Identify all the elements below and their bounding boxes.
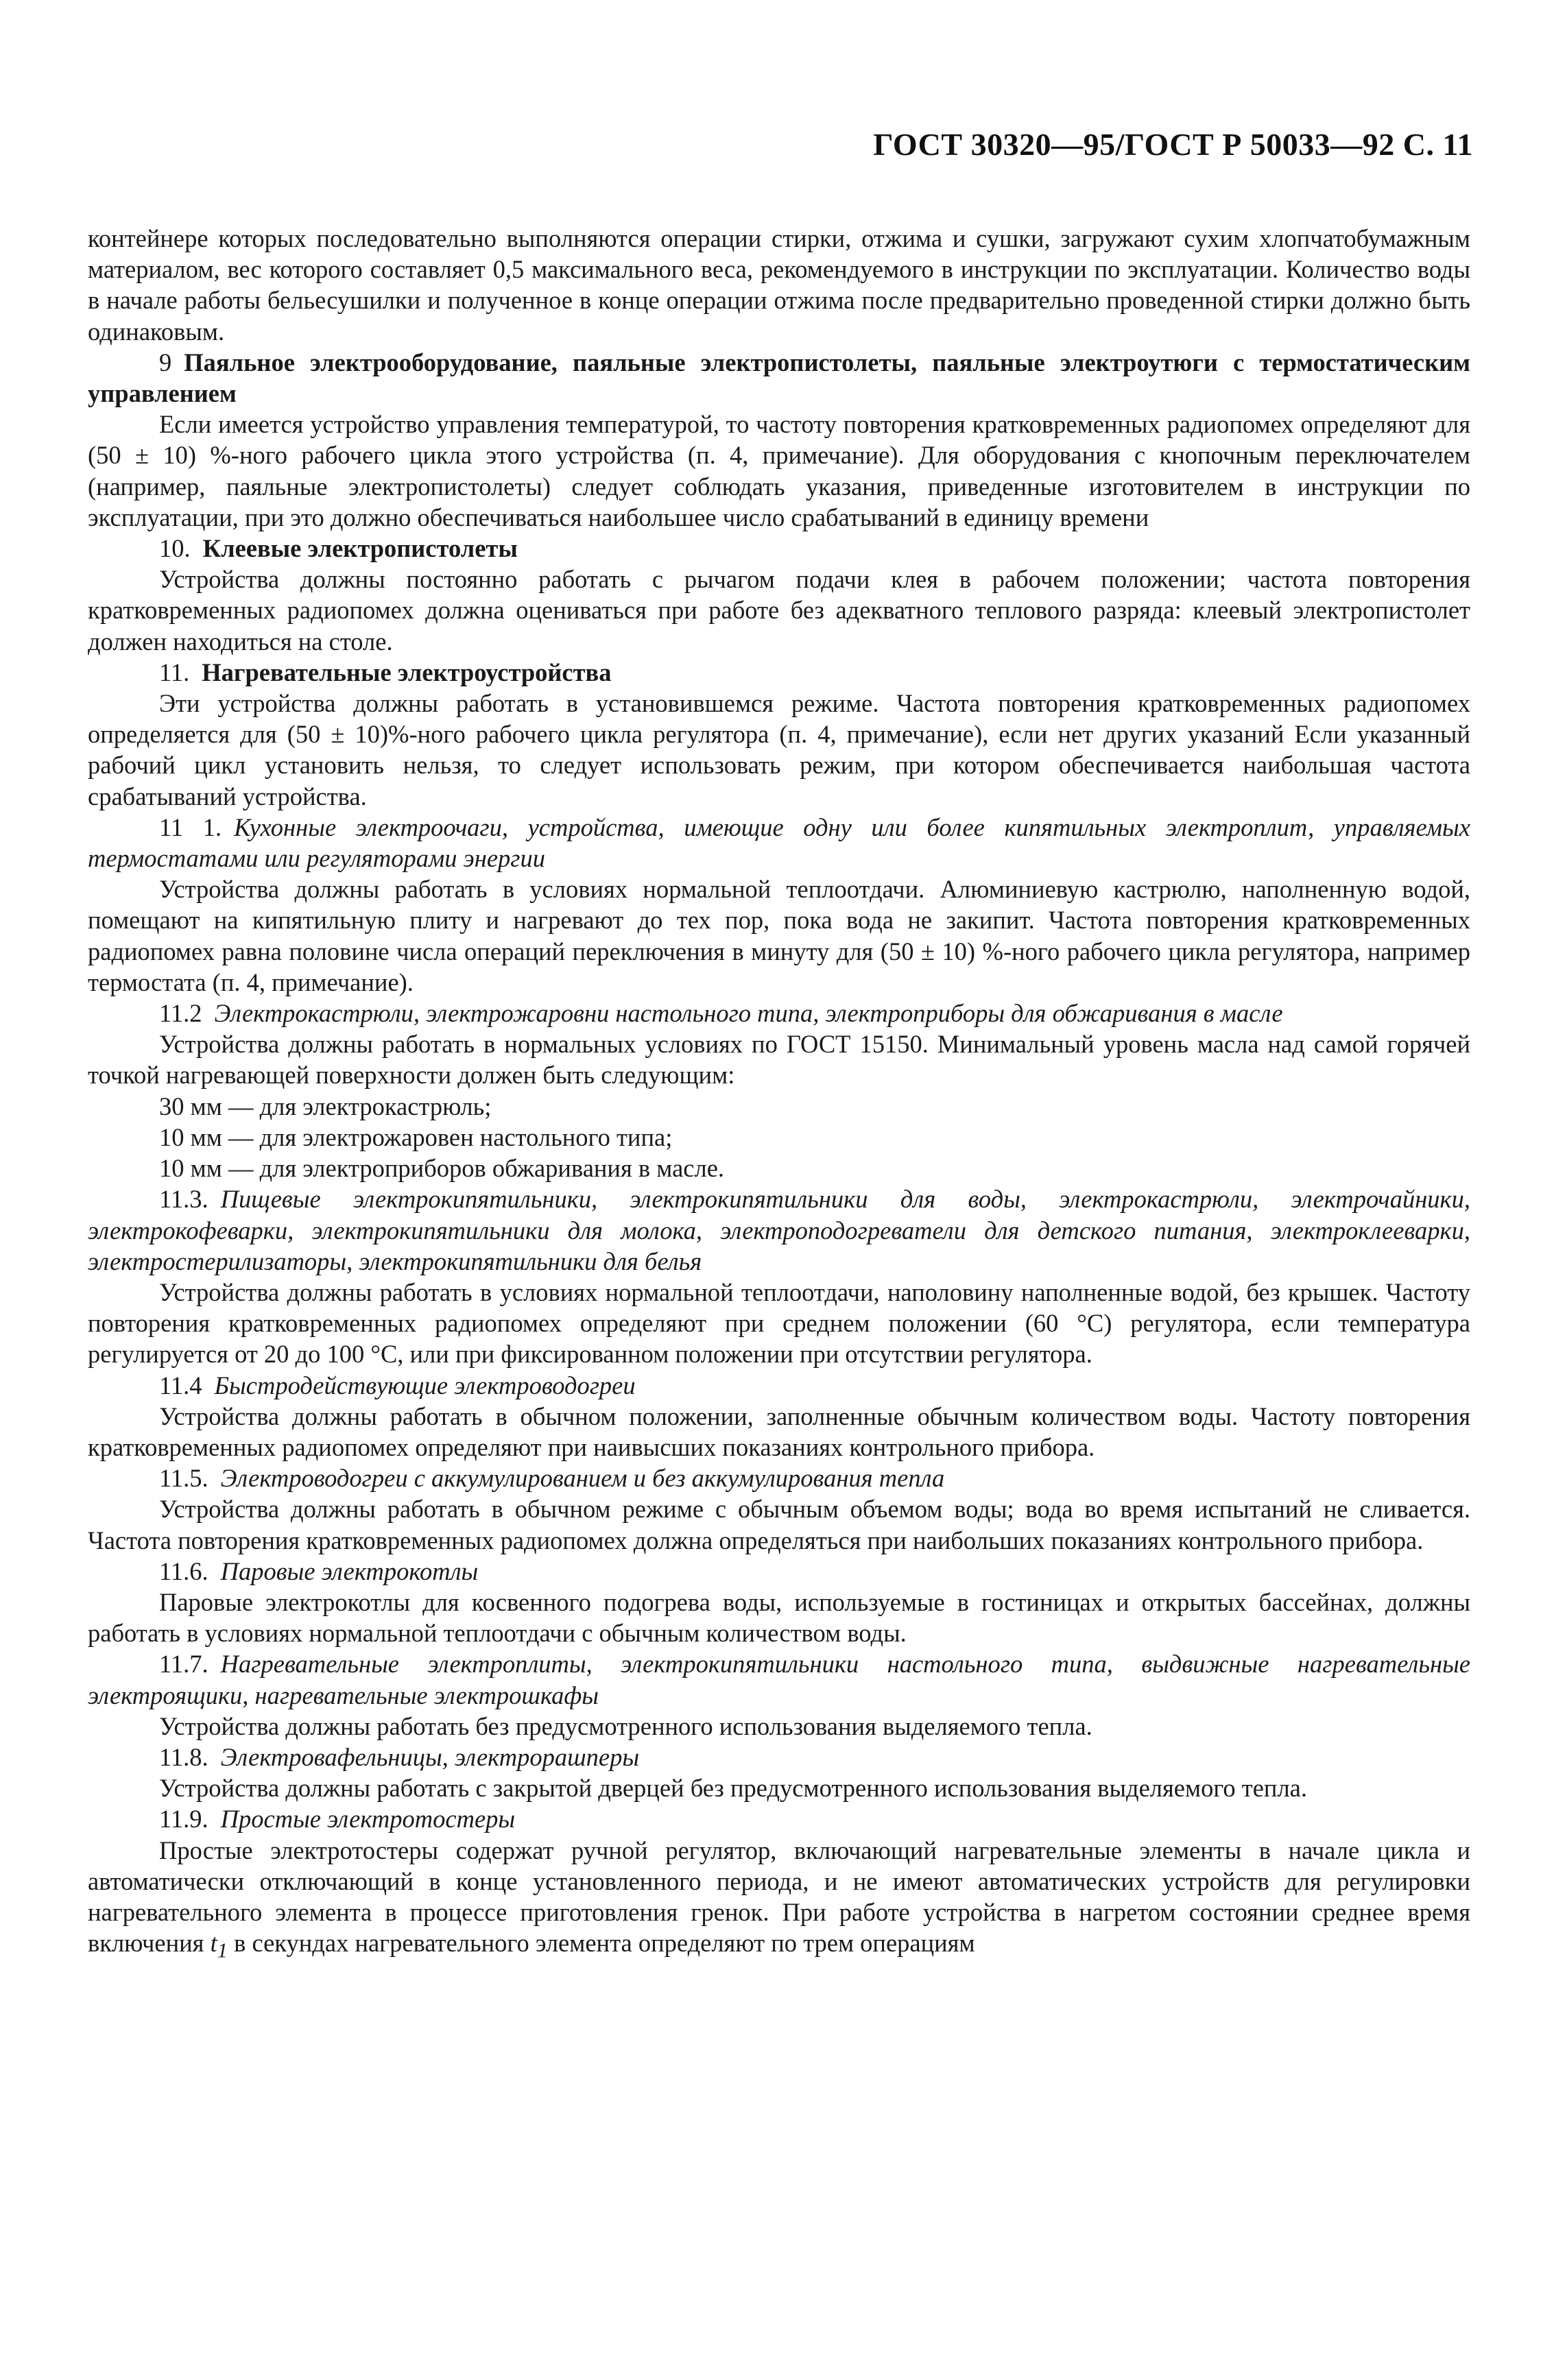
- section-title: Электрокастрюли, электрожаровни настольного типа, электроприборы для обжаривания в масле: [214, 999, 1283, 1028]
- section-number: 11.8.: [159, 1742, 208, 1771]
- section-11-1-text: Устройства должны работать в условиях нормальной теплоотдачи. Алюминиевую кастрюлю, наполненную водой, помещают на кипятильную плиту и нагревают до тех пор, пока вода не закипит. Частота повторения кратковременных радиопомех равна половине числа операций переключения в минуту для (50 ± 10) %-ного рабочего цикла регулятора, например термостата (п. 4, примечание).: [88, 875, 1470, 996]
- section-9-heading: [88, 347, 1470, 409]
- section-number: 11.3.: [159, 1185, 208, 1214]
- section-title: Нагревательные электроустройства: [202, 658, 612, 686]
- section-title: Нагревательные электроплиты, электрокипятильники настольного типа, выдвижные нагревательные электроящики, нагревательные электрошкафы: [88, 1650, 1470, 1709]
- section-11-7-heading: [88, 1648, 1470, 1710]
- intro-paragraph: контейнере которых последовательно выполняются операции стирки, отжима и сушки, загружают сухим хлопчатобумажным материалом, вес которого составляет 0,5 максимального веса, рекомендуемого в инструкции по эксплуатации. Количество воды в начале работы бельесушилки и полученное в конце операции отжима после предварительно проведенной стирки должно быть одинаковым.: [88, 224, 1470, 346]
- section-number: 11 1.: [159, 813, 222, 841]
- section-title: Клеевые электропистолеты: [202, 534, 518, 563]
- section-11-2-text: Устройства должны работать в нормальных условиях по ГОСТ 15150. Минимальный уровень масла над самой горячей точкой нагревающей поверхности должен быть следующим:: [88, 1030, 1470, 1090]
- section-11-8-heading: [88, 1742, 1470, 1772]
- section-11-6-heading: [88, 1556, 1470, 1587]
- section-title: Электроводогреи с аккумулированием и без аккумулирования тепла: [220, 1464, 945, 1493]
- section-number: 11.9.: [159, 1805, 208, 1834]
- section-11-5-heading: [88, 1463, 1470, 1493]
- section-11-1-heading: [88, 812, 1470, 874]
- section-11-4-text: Устройства должны работать в обычном положении, заполненные обычным количеством воды. Частоту повторения кратковременных радиопомех определяют при наивысших показаниях контрольного прибора.: [88, 1402, 1470, 1461]
- section-number: 11.7.: [159, 1650, 208, 1679]
- section-number: 10.: [159, 534, 191, 563]
- section-11-text: Эти устройства должны работать в установившемся режиме. Частота повторения кратковременных радиопомех определяется для (50 ± 10)%-ного рабочего цикла регулятора (п. 4, примечание), если нет других указаний Если указанный рабочий цикл установить нельзя, то следует использовать режим, при котором обеспечивается наибольшая частота срабатываний устройства.: [88, 689, 1470, 810]
- section-11-8-text: Устройства должны работать с закрытой дверцей без предусмотренного использования выделяемого тепла.: [159, 1774, 1307, 1803]
- list-item: 30 мм — для электрокастрюль;: [159, 1092, 492, 1120]
- section-11-7-text: Устройства должны работать без предусмотренного использования выделяемого тепла.: [159, 1711, 1092, 1740]
- variable-letter: t: [210, 1929, 217, 1958]
- section-11-heading: [88, 657, 1470, 688]
- time-variable: [210, 1929, 228, 1962]
- section-title: Кухонные электроочаги, устройства, имеющие одну или более кипятильных электроплит, управляемых термостатами или регуляторами энергии: [88, 813, 1470, 873]
- variable-subscript: 1: [217, 1938, 228, 1962]
- text-fragment: в секундах нагревательного элемента определяют по трем операциям: [234, 1929, 975, 1958]
- list-item: 10 мм — для электрожаровен настольного типа;: [159, 1122, 673, 1151]
- section-11-3-heading: [88, 1183, 1470, 1277]
- section-11-9-heading: [88, 1803, 1470, 1834]
- section-title: Паяльное электрооборудование, паяльные электропистолеты, паяльные электроутюги с термостатическим управлением: [88, 348, 1470, 408]
- section-title: Простые электротостеры: [220, 1805, 516, 1834]
- section-11-2-heading: [88, 998, 1470, 1029]
- section-10-text: Устройства должны постоянно работать с рычагом подачи клея в рабочем положении; частота повторения кратковременных радиопомех должна оцениваться при работе без адекватного теплового разряда: клеевый электропистолет должен находиться на столе.: [88, 565, 1470, 656]
- section-11-6-text: Паровые электрокотлы для косвенного подогрева воды, используемые в гостиницах и открытых бассейнах, должны работать в условиях нормальной теплоотдачи с обычным количеством воды.: [88, 1587, 1470, 1648]
- section-number: 11.: [159, 658, 190, 686]
- section-11-9-text: [88, 1835, 1470, 1967]
- section-9-text: Если имеется устройство управления температурой, то частоту повторения кратковременных радиопомех определяют для (50 ± 10) %-ного рабочего цикла этого устройства (п. 4, примечание). Для оборудования с кнопочным переключателем (например, паяльные электропистолеты) следует соблюдать указания, приведенные изготовителем в инструкции по эксплуатации, при это должно обеспечиваться наибольшее число срабатываний в единицу времени: [88, 410, 1470, 531]
- section-number: 11.5.: [159, 1464, 208, 1493]
- section-11-3-text: Устройства должны работать в условиях нормальной теплоотдачи, наполовину наполненные водой, без крышек. Частоту повторения кратковременных радиопомех определяют при среднем положении (60 °С) регулятора, если температура регулируется от 20 до 100 °С, или при фиксированном положении при отсутствии регулятора.: [88, 1277, 1470, 1369]
- section-title: Быстродействующие электроводогреи: [214, 1371, 636, 1399]
- section-11-4-heading: [88, 1370, 1470, 1401]
- section-number: 11.2: [159, 999, 202, 1028]
- section-number: 11.4: [159, 1371, 202, 1399]
- section-number: 9: [159, 348, 172, 376]
- section-title: Электровафельницы, электрорашперы: [220, 1742, 640, 1771]
- list-item: 10 мм — для электроприборов обжаривания в масле.: [159, 1154, 725, 1183]
- section-title: Паровые электрокотлы: [220, 1556, 479, 1585]
- section-title: Пищевые электрокипятильники, электрокипятильники для воды, электрокастрюли, электрочайники, электрокофеварки, электрокипятильники для молока, электроподогреватели для детского питания, электроклееварки, электростерилизаторы, электрокипятильники для белья: [88, 1185, 1470, 1275]
- section-11-5-text: Устройства должны работать в обычном режиме с обычным объемом воды; вода во время испытаний не сливается. Частота повторения кратковременных радиопомех должна определяться при наибольших показаниях контрольного прибора.: [88, 1495, 1470, 1554]
- text-fragment: Простые электротостеры содержат ручной регулятор, включающий нагревательные элементы в начале цикла и автоматически отключающий в конце установленного периода, и не имеют автоматических устройств для регулировки нагревательного элемента в процессе приготовления гренок. При работе устройства в нагретом состоянии среднее время включения: [88, 1836, 1470, 1958]
- section-10-heading: [88, 533, 1470, 564]
- section-number: 11.6.: [159, 1556, 208, 1585]
- page-header: ГОСТ 30320—95/ГОСТ Р 50033—92 С. 11: [873, 127, 1473, 162]
- document-body: [88, 223, 1470, 1967]
